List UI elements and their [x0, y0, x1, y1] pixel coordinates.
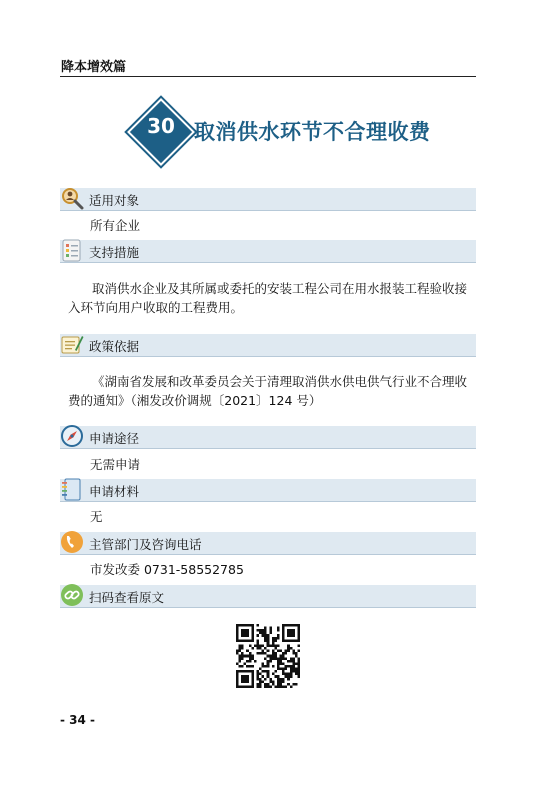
section-materials — [60, 479, 476, 502]
running-head: 降本增效篇 — [61, 60, 127, 75]
notebook-icon — [60, 477, 84, 501]
notepad-pencil-icon — [60, 332, 84, 356]
section-label: 申请途径 — [89, 431, 140, 446]
section-contact — [60, 532, 476, 555]
section-label: 扫码查看原文 — [89, 590, 165, 605]
item-title: 取消供水环节不合理收费 — [194, 120, 431, 144]
item-title-block — [132, 104, 432, 162]
magnifier-person-icon — [60, 186, 84, 210]
section-basis — [60, 334, 476, 357]
section-label: 主管部门及咨询电话 — [89, 537, 202, 552]
compass-icon — [60, 424, 84, 448]
page-number: - 34 - — [60, 713, 96, 727]
basis-content: 《湖南省发展和改革委员会关于清理取消供水供电供气行业不合理收费的通知》（湘发改价调规〔2021〕124 号） — [68, 374, 468, 408]
section-measures — [60, 240, 476, 263]
checklist-icon — [60, 238, 84, 262]
header-rule — [60, 76, 476, 77]
section-scan — [60, 585, 476, 608]
measures-content: 取消供水企业及其所属或委托的安装工程公司在用水报装工程验收接入环节向用户收取的工程费用。 — [68, 281, 468, 315]
channel-content: 无需申请 — [90, 457, 141, 472]
section-label: 支持措施 — [89, 245, 140, 260]
link-icon — [60, 583, 84, 607]
section-label: 政策依据 — [89, 339, 140, 354]
section-channel — [60, 426, 476, 449]
section-label: 申请材料 — [89, 484, 140, 499]
section-label: 适用对象 — [89, 193, 140, 208]
section-scope — [60, 188, 476, 211]
item-number: 30 — [147, 114, 175, 138]
scope-content: 所有企业 — [90, 218, 141, 233]
qr-code[interactable] — [236, 624, 300, 688]
contact-content: 市发改委 0731-58552785 — [90, 562, 244, 577]
phone-icon — [60, 530, 84, 554]
materials-content: 无 — [90, 509, 103, 524]
